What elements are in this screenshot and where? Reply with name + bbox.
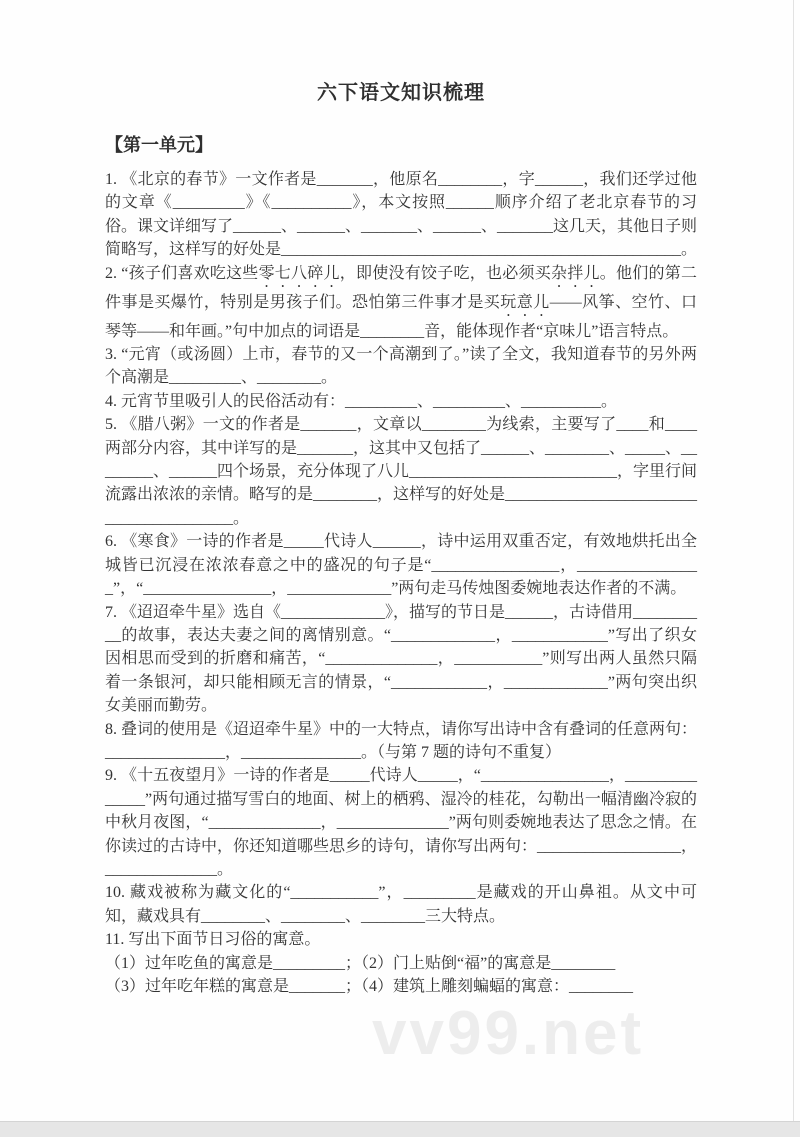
question-paragraph <box>105 952 697 975</box>
emphasized-text: 玩意儿 <box>500 293 550 311</box>
question-text: 9. 《十五夜望月》一诗的作者是_____代诗人_____，“________________，______________”两句通过描写雪白的地面、树上的栖鸦、湿冷的桂花，勾勒出一幅清幽冷寂的中秋月夜图，“______________，______________”两句则委婉地表达了思念之情。在你读过的古诗中，你还知道哪些思乡的诗句，请你写出两句：__________________，______________。 <box>105 767 698 878</box>
question-text: ，即使没有饺子吃，也必须买 <box>339 264 551 282</box>
question-text: 11. 写出下面节日习俗的寓意。 <box>105 931 321 949</box>
emphasized-text: 零七八碎儿 <box>258 264 340 282</box>
question-paragraph <box>105 168 697 262</box>
question-text: 7. 《迢迢牵牛星》选自《_____________》，描写的节日是______，古诗借用__________的故事，表达夫妻之间的离情别意。“_____________，____________”写出了织女因相思而受到的折磨和痛苦，“______________，___________”则写出两人虽然只隔着一条银河，却只能相顾无言的情景，“____________，_____________”两句突出织女美丽而勤劳。 <box>105 603 698 715</box>
question-paragraph <box>105 262 697 343</box>
page-bottom-strip <box>0 1121 800 1137</box>
question-text: 2. “孩子们喜欢吃这些 <box>105 264 259 282</box>
document-title: 六下语文知识梳理 <box>317 82 485 104</box>
question-paragraph <box>105 343 697 390</box>
question-text: （1）过年吃鱼的寓意是_________；（2）门上贴倒“福”的寓意是________ <box>105 954 616 972</box>
section-heading-unit-1: 【第一单元】 <box>105 135 213 155</box>
question-text: 4. 元宵节里吸引人的民俗活动有：_________、_________、__________。 <box>105 392 618 410</box>
watermark-text: vv99.net <box>372 999 645 1068</box>
question-text: ——风筝、空竹、口琴等——和年画。”句中加点的词语是________音，能体现作者“京味儿”语言特点。 <box>105 293 697 340</box>
question-paragraph <box>105 601 697 718</box>
question-paragraph <box>105 390 697 413</box>
question-text: 5. 《腊八粥》一文的作者是_______，文章以________为线索，主要写了____和____两部分内容，其中详写的是_______，这其中又包括了______、________、_____、________、______四个场景，充分体现了八儿__________________________，字里行间流露出浓浓的亲情。略写的是________，这样写的好处是________________________________________。 <box>105 416 698 527</box>
question-text: 3. “元宵（或汤圆）上市，春节的又一个高潮到了。”读了全文，我知道春节的另外两个高潮是_________、________。 <box>105 346 697 387</box>
question-text: 6. 《寒食》一诗的作者是_____代诗人______，诗中运用双重否定，有效地烘托出全城皆已沉浸在浓浓春意之中的盛况的句子是“________________，________________”，“________________，_____________”两句走马传烛图委婉地表达作者的不满。 <box>105 533 697 598</box>
question-paragraph <box>105 764 697 881</box>
question-paragraph <box>105 413 697 530</box>
question-text: 。他们的第二件事是买爆竹，特别是男孩子们。恐怕第三件事才是买 <box>105 264 697 311</box>
document-body <box>105 168 697 998</box>
question-paragraph <box>105 975 697 998</box>
question-paragraph <box>105 718 697 765</box>
question-paragraph <box>105 530 697 600</box>
question-text: 8. 叠词的使用是《迢迢牵牛星》中的一大特点，请你写出诗中含有叠词的任意两句：_______________，_______________。（与第 7 题的诗句不重复） <box>105 720 698 761</box>
question-paragraph <box>105 881 697 928</box>
question-text: 10. 藏戏被称为藏文化的“___________”，_________是藏戏的开山鼻祖。从文中可知，藏戏具有________、________、________三大特点。 <box>105 884 697 925</box>
question-text: （3）过年吃年糕的寓意是_______；（4）建筑上雕刻蝙蝠的寓意：________ <box>105 978 634 995</box>
question-paragraph <box>105 928 697 951</box>
emphasized-text: 杂拌儿 <box>551 264 600 282</box>
question-text: 1. 《北京的春节》一文作者是_______，他原名________，字______，我们还学过他的文章《_________》《__________》，本文按照______顺序介绍了老北京春节的习俗。课文详细写了______、______、_______、______、_______这几天，其他日子则简略写，这样写的好处是__________________________________________________。 <box>105 171 698 259</box>
page-right-edge <box>793 0 794 1121</box>
